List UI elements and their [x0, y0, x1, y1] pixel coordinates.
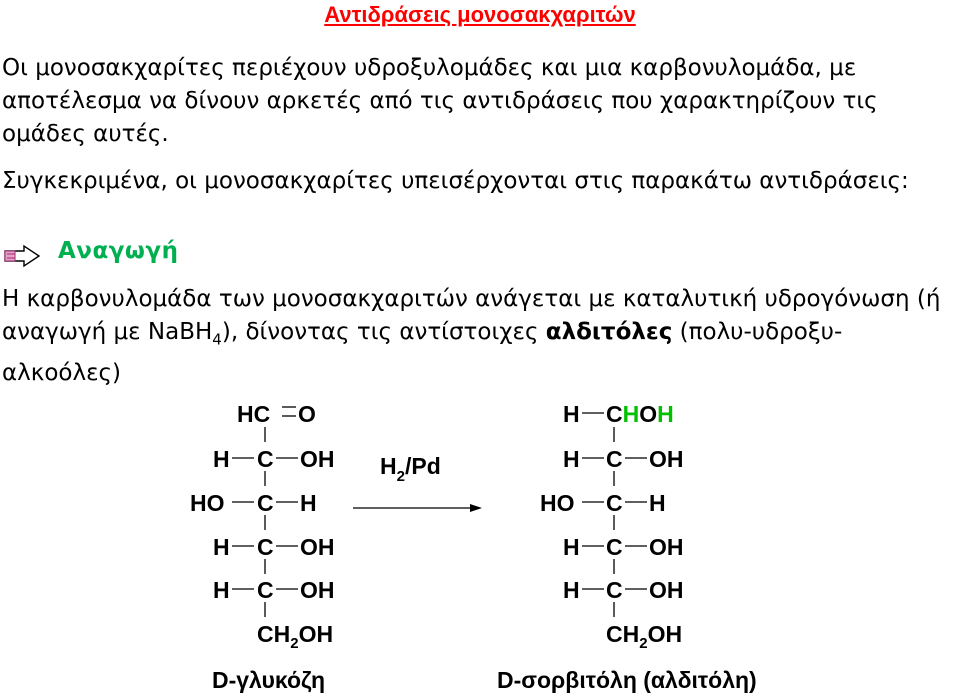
- glucose-row3-c: C: [257, 534, 274, 560]
- reduction-text-2: ), δίνοντας τις αντίστοιχες: [221, 319, 546, 345]
- sorbitol-caption: D-σορβιτόλη (αλδιτόλη): [497, 667, 757, 693]
- glucose-row4-c: C: [257, 577, 274, 603]
- glucose-bottom: $CH_2OH$: [257, 621, 334, 652]
- page-title: Αντιδράσεις μονοσακχαριτών: [324, 2, 636, 27]
- sorbitol-row3-right: OH: [649, 534, 684, 560]
- glucose-top-o: O: [298, 401, 316, 427]
- specific-paragraph: Συγκεκριμένα, οι μονοσακχαρίτες υπεισέρχονται στις παρακάτω αντιδράσεις:: [2, 168, 909, 194]
- glucose-structure: [190, 401, 335, 652]
- glucose-row2-right: H: [300, 490, 317, 516]
- alditols-term: αλδιτόλες: [545, 319, 673, 345]
- glucose-top-hc: HC: [237, 401, 271, 427]
- sorbitol-row1-c: C: [606, 446, 623, 472]
- glucose-row4-left: H: [213, 577, 230, 603]
- sorbitol-row2-c: C: [606, 490, 623, 516]
- glucose-row2-c: C: [257, 490, 274, 516]
- sorbitol-row2-left: HO: [540, 490, 575, 516]
- glucose-caption: D-γλυκόζη: [212, 667, 326, 693]
- glucose-row3-left: H: [213, 534, 230, 560]
- glucose-row1-left: H: [213, 446, 230, 472]
- sorbitol-row2-right: H: [649, 490, 666, 516]
- sorbitol-row3-left: H: [563, 534, 580, 560]
- sorbitol-row3-c: C: [606, 534, 623, 560]
- reduction-text-3: (πολυ-υδροξυ-αλκοόλες): [2, 319, 843, 386]
- sorbitol-top-h: H: [563, 401, 580, 427]
- intro-paragraph: Οι μονοσακχαρίτες περιέχουν υδροξυλομάδες και μια καρβονυλομάδα, με αποτέλεσμα να δίνουν αρκετές από τις αντιδράσεις που χαρακτηρίζουν τις ομάδες αυτές.: [2, 55, 878, 147]
- reduction-subscript: 4: [212, 330, 222, 349]
- reduction-text-1: Η καρβονυλομάδα των μονοσακχαριτών ανάγεται με καταλυτική υδρογόνωση (ή αναγωγή με NaBH: [2, 286, 941, 345]
- glucose-row1-c: C: [257, 446, 274, 472]
- sorbitol-structure: [540, 401, 684, 652]
- sorbitol-row4-right: OH: [649, 577, 684, 603]
- reaction-arrow-icon: [353, 504, 482, 512]
- sorbitol-row1-right: OH: [649, 446, 684, 472]
- glucose-row1-right: OH: [300, 446, 335, 472]
- reagent-label: $H_2/Pd$: [380, 453, 441, 485]
- sorbitol-row4-c: C: [606, 577, 623, 603]
- sorbitol-bottom: $CH_2OH$: [606, 621, 683, 652]
- sorbitol-row4-left: H: [563, 577, 580, 603]
- glucose-row4-right: OH: [300, 577, 335, 603]
- sorbitol-top-choh: CHOH: [606, 401, 674, 427]
- glucose-row2-left: HO: [190, 490, 225, 516]
- glucose-row3-right: OH: [300, 534, 335, 560]
- bullet-label: Αναγωγή: [58, 238, 179, 264]
- sorbitol-row1-left: H: [563, 446, 580, 472]
